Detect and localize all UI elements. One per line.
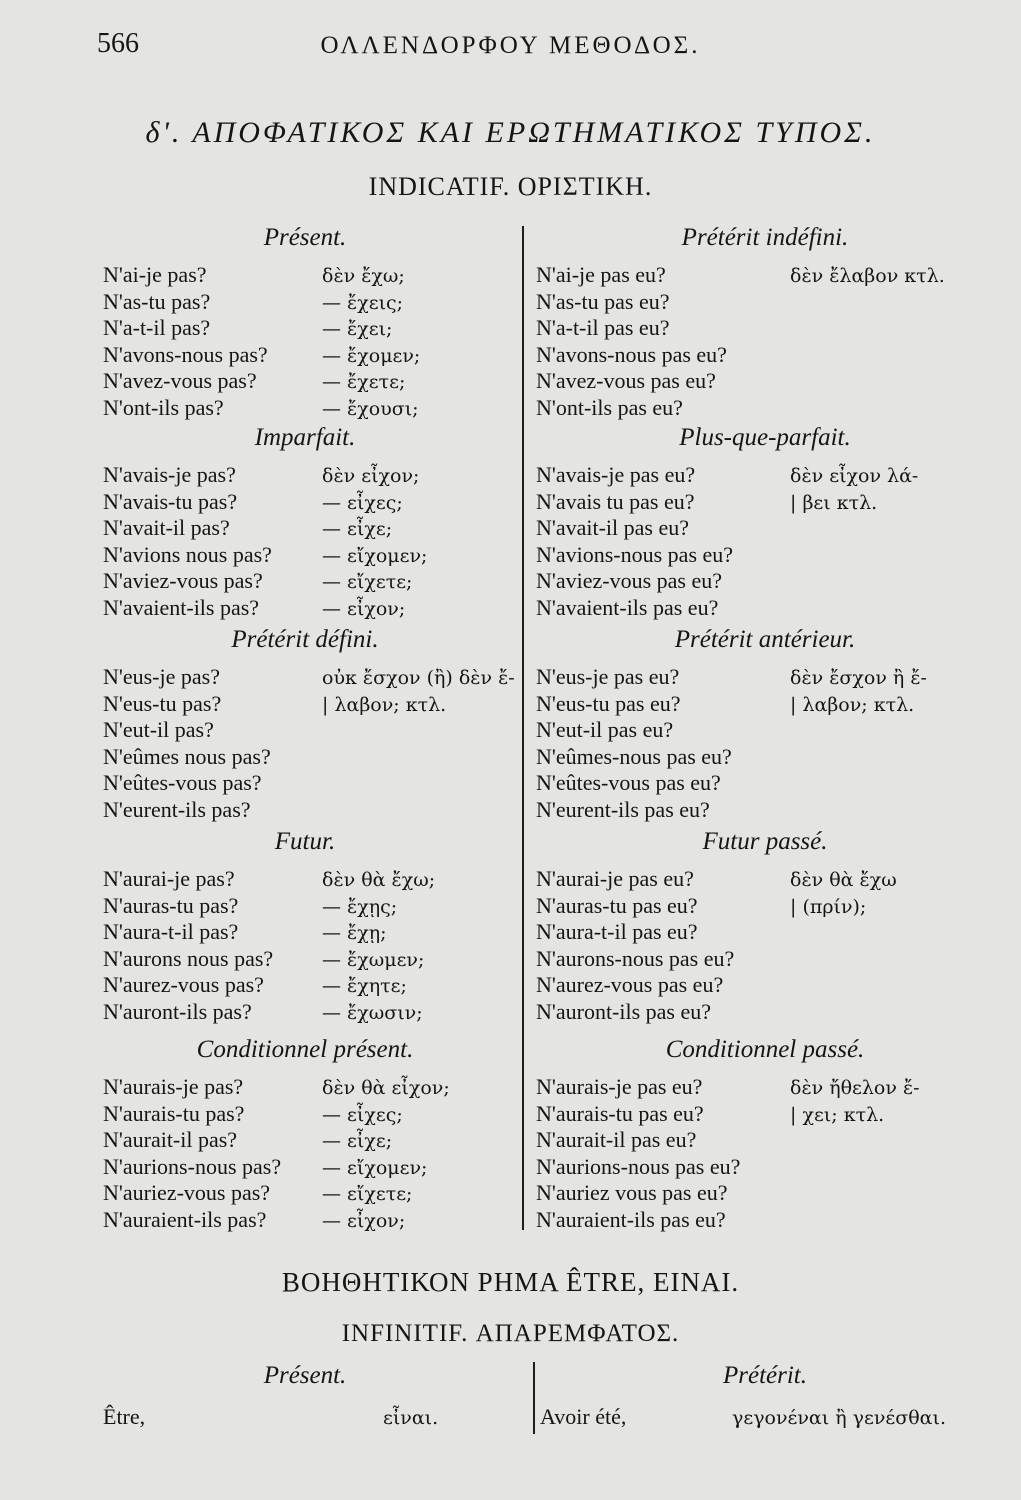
right-conjugation-greek: δὲν εἶχον λά- — [790, 465, 919, 487]
left-conjugation-french: N'eus-tu pas? — [103, 690, 222, 716]
left-conjugation-french: N'aurions-nous pas? — [103, 1153, 282, 1179]
left-conjugation-greek: — ἔχει; — [322, 318, 393, 340]
right-tense-heading: Prétérit antérieur. — [674, 626, 856, 653]
infinitive-present-greek: εἶναι. — [383, 1407, 439, 1429]
auxiliary-verb-title: ΒΟΗΘΗΤΙΚΟΝ ΡΗΜΑ ÊTRE, ΕΙΝΑΙ. — [281, 1267, 740, 1297]
left-conjugation-french: N'auraient-ils pas? — [103, 1206, 267, 1232]
left-conjugation-greek: — εἴχομεν; — [322, 1156, 428, 1179]
right-conjugation-french: N'aviez-vous pas eu? — [536, 568, 723, 593]
left-tense-heading: Prétérit défini. — [231, 626, 379, 653]
left-conjugation-french: N'eus-je pas? — [103, 664, 220, 689]
left-conjugation-greek: — ἔχομεν; — [322, 344, 421, 367]
left-conjugation-greek: — εἶχες; — [322, 1103, 403, 1126]
right-conjugation-french: N'avions-nous pas eu? — [536, 541, 734, 567]
right-conjugation-french: N'aurait-il pas eu? — [536, 1127, 697, 1152]
left-conjugation-french: N'as-tu pas? — [103, 288, 211, 314]
right-conjugation-greek: | χει; κτλ. — [790, 1103, 885, 1126]
right-conjugation-french: N'avons-nous pas eu? — [536, 341, 727, 367]
right-conjugation-french: N'aura-t-il pas eu? — [536, 919, 698, 944]
left-conjugation-french: N'eurent-ils pas? — [103, 796, 251, 822]
right-conjugation-greek: | βει κτλ. — [790, 491, 878, 514]
right-tense-heading: Plus-que-parfait. — [679, 424, 851, 451]
right-conjugation-french: N'aurions-nous pas eu? — [536, 1153, 741, 1179]
right-conjugation-greek: δὲν ἔσχον ἢ ἔ- — [790, 667, 927, 689]
left-tense-heading: Conditionnel présent. — [196, 1036, 414, 1063]
left-conjugation-french: N'aurais-je pas? — [103, 1074, 244, 1099]
right-conjugation-greek: δὲν θὰ ἔχω — [790, 869, 897, 891]
left-conjugation-french: N'avait-il pas? — [103, 515, 230, 540]
mood-title: INDICATIF. ΟΡΙΣΤΙΚΗ. — [368, 172, 653, 201]
left-tense-heading: Futur. — [274, 828, 336, 855]
right-conjugation-french: N'a-t-il pas eu? — [536, 315, 670, 340]
left-conjugation-greek: — ἔχωμεν; — [322, 948, 425, 971]
left-conjugation-french: N'avaient-ils pas? — [103, 594, 260, 620]
right-conjugation-greek: δὲν ἔλαβον κτλ. — [790, 265, 945, 287]
left-conjugation-french: N'auriez-vous pas? — [103, 1180, 271, 1205]
right-conjugation-french: N'eut-il pas eu? — [536, 717, 674, 742]
right-tense-heading: Futur passé. — [702, 828, 828, 855]
left-tense-heading: Imparfait. — [254, 424, 356, 451]
left-conjugation-french: N'avais-je pas? — [103, 462, 236, 487]
infinitive-preterit-heading: Prétérit. — [722, 1362, 807, 1389]
left-conjugation-french: N'avez-vous pas? — [103, 368, 257, 393]
right-conjugation-french: N'eurent-ils pas eu? — [536, 796, 710, 822]
left-conjugation-french: N'eûtes-vous pas? — [103, 770, 262, 795]
infinitive-divider — [533, 1362, 535, 1434]
left-conjugation-french: N'auront-ils pas? — [103, 998, 252, 1024]
left-conjugation-greek: — εἴχετε; — [322, 571, 413, 593]
right-conjugation-french: N'eûmes-nous pas eu? — [536, 743, 732, 769]
left-conjugation-greek: — εἴχετε; — [322, 1183, 413, 1205]
right-conjugation-french: N'auront-ils pas eu? — [536, 998, 712, 1024]
left-conjugation-french: N'avions nous pas? — [103, 541, 272, 567]
left-conjugation-greek: | λαβον; κτλ. — [322, 693, 447, 716]
right-conjugation-french: N'avais tu pas eu? — [536, 488, 695, 514]
infinitive-title: INFINITIF. ΑΠΑΡΕΜΦΑΤΟΣ. — [341, 1320, 680, 1347]
infinitive-preterit-greek: γεγονέναι ἢ γενέσθαι. — [732, 1407, 947, 1429]
left-conjugation-french: N'eûmes nous pas? — [103, 743, 271, 769]
left-conjugation-greek: — εἶχε; — [322, 1130, 393, 1152]
left-conjugation-greek: — εἴχομεν; — [322, 544, 428, 567]
right-conjugation-french: N'aurez-vous pas eu? — [536, 972, 724, 997]
left-conjugation-greek: δὲν θὰ εἶχον; — [322, 1077, 450, 1099]
left-conjugation-french: N'aurez-vous pas? — [103, 972, 264, 997]
right-conjugation-greek: | λαβον; κτλ. — [790, 693, 915, 716]
section-title: δ'. ΑΠΟΦΑΤΙΚΟΣ ΚΑΙ ΕΡΩΤΗΜΑΤΙΚΟΣ ΤΥΠΟΣ. — [145, 116, 876, 149]
left-conjugation-french: N'auras-tu pas? — [103, 892, 239, 918]
left-conjugation-french: N'avons-nous pas? — [103, 341, 268, 367]
right-conjugation-greek: δὲν ἤθελον ἔ- — [790, 1077, 920, 1099]
right-conjugation-french: N'avez-vous pas eu? — [536, 368, 716, 393]
left-conjugation-greek: οὐκ ἔσχον (ἢ) δὲν ἔ- — [322, 667, 515, 689]
right-tense-heading: Conditionnel passé. — [665, 1036, 865, 1063]
left-conjugation-greek: — ἔχῃ; — [322, 922, 387, 944]
right-conjugation-french: N'avaient-ils pas eu? — [536, 594, 719, 620]
left-conjugation-french: N'ont-ils pas? — [103, 394, 224, 420]
infinitive-present-heading: Présent. — [263, 1362, 347, 1389]
right-conjugation-french: N'eus-je pas eu? — [536, 664, 680, 689]
left-conjugation-greek: — ἔχητε; — [322, 975, 407, 997]
left-tense-heading: Présent. — [263, 224, 347, 251]
left-conjugation-french: N'aurais-tu pas? — [103, 1100, 245, 1126]
left-conjugation-french: N'aurait-il pas? — [103, 1127, 238, 1152]
left-conjugation-greek: — ἔχεις; — [322, 291, 404, 314]
right-conjugation-french: N'as-tu pas eu? — [536, 288, 670, 314]
left-conjugation-greek: — ἔχουσι; — [322, 397, 419, 420]
right-tense-heading: Prétérit indéfini. — [681, 224, 849, 251]
page-number: 566 — [97, 28, 139, 59]
right-conjugation-french: N'aurai-je pas eu? — [536, 866, 694, 891]
left-conjugation-french: N'avais-tu pas? — [103, 488, 238, 514]
left-conjugation-greek: — ἔχωσιν; — [322, 1001, 423, 1024]
infinitive-present-french: Être, — [103, 1404, 146, 1429]
running-title: ΟΛΛΕΝΔΟΡΦΟΥ ΜΕΘΟΔΟΣ. — [320, 32, 701, 59]
column-divider — [522, 226, 524, 1230]
right-conjugation-french: N'eûtes-vous pas eu? — [536, 770, 721, 795]
right-conjugation-french: N'avait-il pas eu? — [536, 515, 690, 540]
right-conjugation-french: N'eus-tu pas eu? — [536, 690, 681, 716]
right-conjugation-french: N'aurais-je pas eu? — [536, 1074, 703, 1099]
left-conjugation-french: N'aurons nous pas? — [103, 945, 274, 971]
left-conjugation-french: N'aura-t-il pas? — [103, 919, 239, 944]
left-conjugation-greek: — εἶχον; — [322, 597, 406, 620]
infinitive-preterit-french: Avoir été, — [540, 1404, 627, 1429]
left-conjugation-greek: — εἶχον; — [322, 1209, 406, 1232]
right-conjugation-french: N'ont-ils pas eu? — [536, 394, 683, 420]
left-conjugation-french: N'aurai-je pas? — [103, 866, 235, 891]
right-conjugation-french: N'auras-tu pas eu? — [536, 892, 698, 918]
right-conjugation-french: N'ai-je pas eu? — [536, 262, 666, 287]
left-conjugation-french: N'eut-il pas? — [103, 717, 214, 742]
right-conjugation-french: N'aurons-nous pas eu? — [536, 945, 735, 971]
right-conjugation-french: N'avais-je pas eu? — [536, 462, 696, 487]
left-conjugation-french: N'aviez-vous pas? — [103, 568, 263, 593]
left-conjugation-greek: — ἔχετε; — [322, 371, 406, 393]
left-conjugation-french: N'ai-je pas? — [103, 262, 207, 287]
left-conjugation-greek: δὲν εἶχον; — [322, 465, 420, 487]
left-conjugation-greek: δὲν θὰ ἔχω; — [322, 869, 436, 891]
right-conjugation-french: N'auraient-ils pas eu? — [536, 1206, 726, 1232]
left-conjugation-greek: — ἔχῃς; — [322, 895, 398, 918]
right-conjugation-french: N'aurais-tu pas eu? — [536, 1100, 704, 1126]
left-conjugation-greek: — εἶχε; — [322, 518, 393, 540]
left-conjugation-greek: δὲν ἔχω; — [322, 265, 405, 287]
left-conjugation-french: N'a-t-il pas? — [103, 315, 211, 340]
right-conjugation-greek: | (πρίν); — [790, 895, 867, 918]
right-conjugation-french: N'auriez vous pas eu? — [536, 1180, 728, 1205]
left-conjugation-greek: — εἶχες; — [322, 491, 403, 514]
